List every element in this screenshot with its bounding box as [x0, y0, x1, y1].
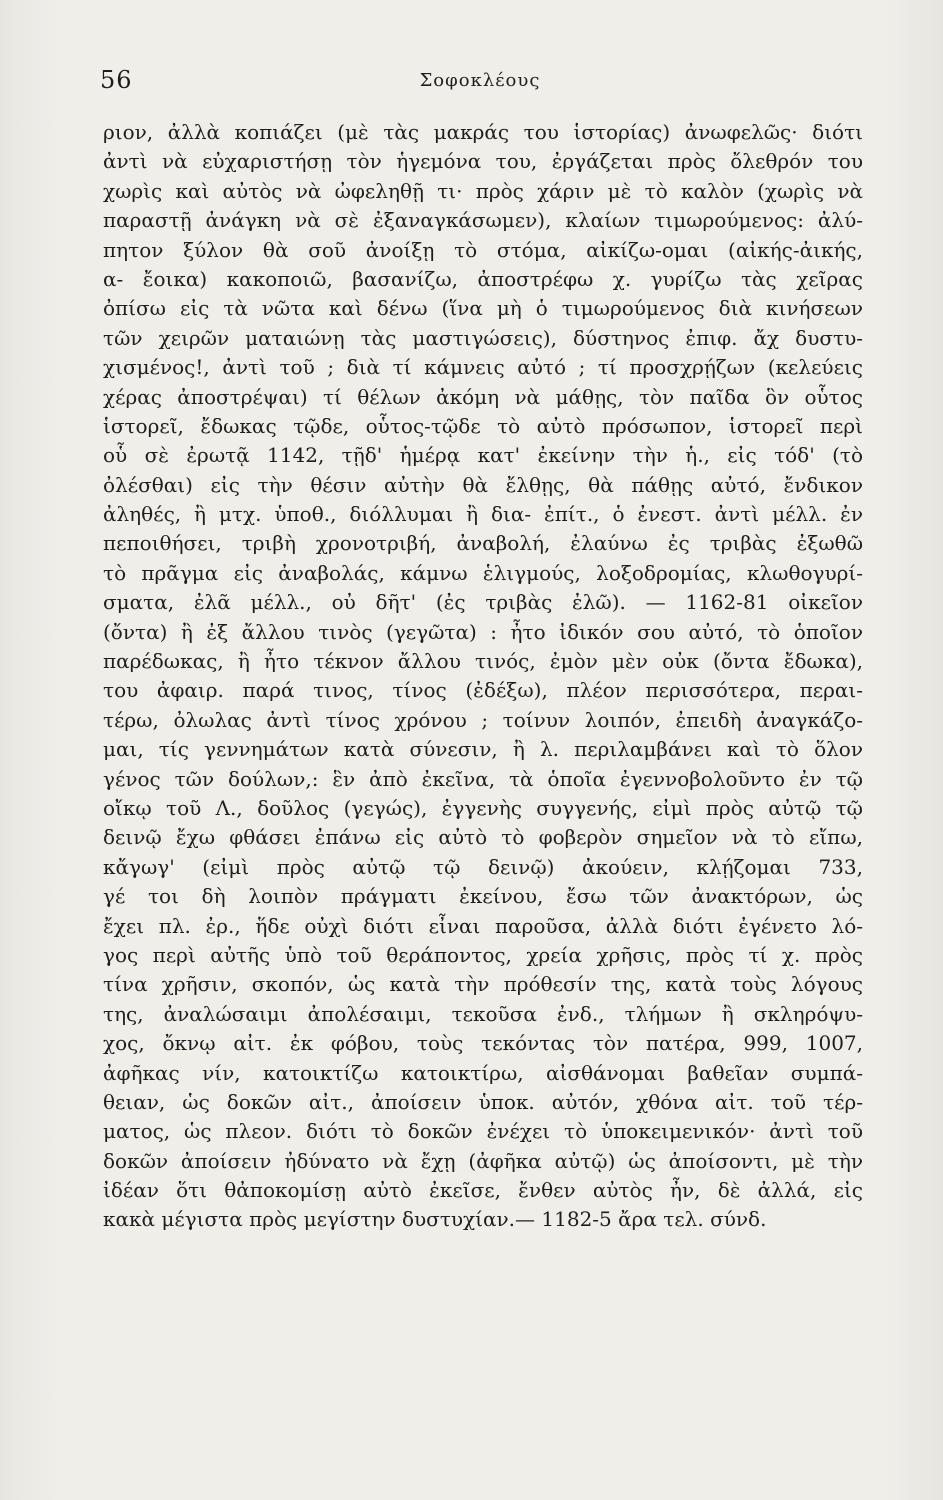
page-header — [100, 58, 860, 94]
text-line: ἀληθές, ἢ μτχ. ὑποθ., διόλλυμαι ἢ δια- ἐπίτ., ὁ ἐνεστ. ἀντὶ μέλλ. ἐν — [103, 502, 863, 527]
page-number: 56 — [100, 66, 133, 94]
text-line: οὗ σὲ ἐρωτᾷ 1142, τῇδ' ἡμέρᾳ κατ' ἐκείνην τὴν ἡ., εἰς τόδ' (τὸ — [103, 443, 863, 468]
commentary-text — [103, 118, 863, 1235]
text-line: ἱστορεῖ, ἔδωκας τῷδε, οὗτος-τῷδε τὸ αὐτὸ πρόσωπον, ἱστορεῖ περὶ — [103, 413, 863, 438]
running-title: Σοφοκλέους — [419, 70, 541, 91]
text-line: μαι, τίς γεννημάτων κατὰ σύνεσιν, ἢ λ. περιλαμβάνει καὶ τὸ ὅλον — [103, 737, 863, 762]
text-line: χωρὶς καὶ αὐτὸς νὰ ὠφεληθῇ τι· πρὸς χάριν μὲ τὸ καλὸν (χωρὶς νὰ — [103, 178, 863, 203]
text-line: χος, ὄκνῳ αἰτ. ἐκ φόβου, τοὺς τεκόντας τὸν πατέρα, 999, 1007, — [103, 1031, 863, 1056]
text-line: δοκῶν ἀποίσειν ἠδύνατο νὰ ἔχῃ (ἀφῆκα αὐτῷ) ὡς ἀποίσοντι, μὲ τὴν — [103, 1148, 863, 1173]
text-line: χέρας ἀποστρέψαι) τί θέλων ἀκόμη νὰ μάθῃς, τὸν παῖδα ὃν οὗτος — [103, 384, 863, 409]
text-line: θειαν, ὡς δοκῶν αἰτ., ἀποίσειν ὑποκ. αὐτόν, χθόνα αἰτ. τοῦ τέρ- — [103, 1089, 863, 1114]
text-line: τέρω, ὀλωλας ἀντὶ τίνος χρόνου ; τοίνυν λοιπόν, ἐπειδὴ ἀναγκάζο- — [103, 707, 863, 732]
text-line: πεποιθήσει, τριβὴ χρονοτριβή, ἀναβολή, ἐλαύνω ἐς τριβὰς ἐξωθῶ — [103, 531, 863, 556]
text-line: γένος τῶν δούλων,: ἓν ἀπὸ ἐκεῖνα, τὰ ὁποῖα ἐγεννοβολοῦντο ἐν τῷ — [103, 766, 863, 791]
text-line: της, ἀναλώσαιμι ἀπολέσαιμι, τεκοῦσα ἐνδ., τλήμων ἢ σκληρόψυ- — [103, 1001, 863, 1026]
text-line: ματος, ὡς πλεον. διότι τὸ δοκῶν ἐνέχει τὸ ὑποκειμενικόν· ἀντὶ τοῦ — [103, 1119, 863, 1144]
text-line: του ἀφαιρ. παρά τινος, τίνος (ἐδέξω), πλέον περισσότερα, περαι- — [103, 678, 863, 703]
text-line: κακὰ μέγιστα πρὸς μεγίστην δυστυχίαν.— 1182-5 ἄρα τελ. σύνδ. — [103, 1207, 767, 1232]
text-line: τῶν χειρῶν ματαιώνῃ τὰς μαστιγώσεις), δύστηνος ἐπιφ. ἄχ δυστυ- — [103, 325, 863, 350]
text-line: παρέδωκας, ἢ ἦτο τέκνον ἄλλου τινός, ἐμὸν μὲν οὐκ (ὄντα ἔδωκα), — [103, 649, 863, 674]
text-line: πητον ξύλον θὰ σοῦ ἀνοίξῃ τὸ στόμα, αἰκίζω-ομαι (αἰκής-ἀικής, — [103, 237, 863, 262]
text-line: κἄγωγ' (εἰμὶ πρὸς αὐτῷ τῷ δεινῷ) ἀκούειν, κλῄζομαι 733, — [103, 854, 863, 879]
text-line: παραστῇ ἀνάγκη νὰ σὲ ἐξαναγκάσωμεν), κλαίων τιμωρούμενος: ἀλύ- — [103, 208, 863, 233]
text-line: (ὄντα) ἢ ἐξ ἄλλου τινὸς (γεγῶτα) : ἦτο ἰδικόν σου αὐτό, τὸ ὁποῖον — [103, 619, 863, 644]
text-line: γέ τοι δὴ λοιπὸν πράγματι ἐκείνου, ἔσω τῶν ἀνακτόρων, ὡς — [103, 884, 863, 909]
text-line: ἔχει πλ. ἐρ., ἥδε οὐχὶ διότι εἶναι παροῦσα, ἀλλὰ διότι ἐγένετο λό- — [103, 913, 863, 938]
text-line: ριον, ἀλλὰ κοπιάζει (μὲ τὰς μακράς του ἱστορίας) ἀνωφελῶς· διότι — [103, 120, 863, 144]
text-line: τὸ πρᾶγμα εἰς ἀναβολάς, κάμνω ἑλιγμούς, λοξοδρομίας, κλωθογυρί- — [103, 560, 863, 585]
text-line: ἀφῆκας νίν, κατοικτίζω κατοικτίρω, αἰσθάνομαι βαθεῖαν συμπά- — [103, 1060, 863, 1085]
text-line: ὀπίσω εἰς τὰ νῶτα καὶ δένω (ἵνα μὴ ὁ τιμωρούμενος διὰ κινήσεων — [103, 296, 863, 321]
text-line: τίνα χρῆσιν, σκοπόν, ὡς κατὰ τὴν πρόθεσίν της, κατὰ τοὺς λόγους — [103, 972, 863, 997]
text-line: χισμένος!, ἀντὶ τοῦ ; διὰ τί κάμνεις αὐτό ; τί προσχρῄζων (κελεύεις — [103, 355, 863, 380]
text-line: γος περὶ αὐτῆς ὑπὸ τοῦ θεράποντος, χρεία χρῆσις, πρὸς τί χ. πρὸς — [103, 942, 863, 967]
text-line: ὀλέσθαι) εἰς τὴν θέσιν αὐτὴν θὰ ἔλθῃς, θὰ πάθῃς αὐτό, ἔνδικον — [103, 472, 863, 497]
text-line: δεινῷ ἔχω φθάσει ἐπάνω εἰς αὐτὸ τὸ φοβερὸν σημεῖον νὰ τὸ εἴπω, — [103, 825, 863, 850]
text-line: οἴκῳ τοῦ Λ., δοῦλος (γεγώς), ἐγγενὴς συγγενής, εἰμὶ πρὸς αὐτῷ τῷ — [103, 795, 863, 820]
text-line: ἰδέαν ὅτι θἀποκομίσῃ αὐτὸ ἐκεῖσε, ἔνθεν αὐτὸς ἦν, δὲ ἀλλά, εἰς — [103, 1178, 863, 1203]
text-line: ἀντὶ νὰ εὐχαριστήσῃ τὸν ἡγεμόνα του, ἐργάζεται πρὸς ὄλεθρόν του — [103, 149, 863, 174]
text-line: σματα, ἐλᾶ μέλλ., οὐ δῆτ' (ἐς τριβὰς ἐλῶ). — 1162-81 οἰκεῖον — [103, 590, 863, 615]
text-line: α- ἔοικα) κακοποιῶ, βασανίζω, ἀποστρέφω χ. γυρίζω τὰς χεῖρας — [103, 266, 863, 291]
